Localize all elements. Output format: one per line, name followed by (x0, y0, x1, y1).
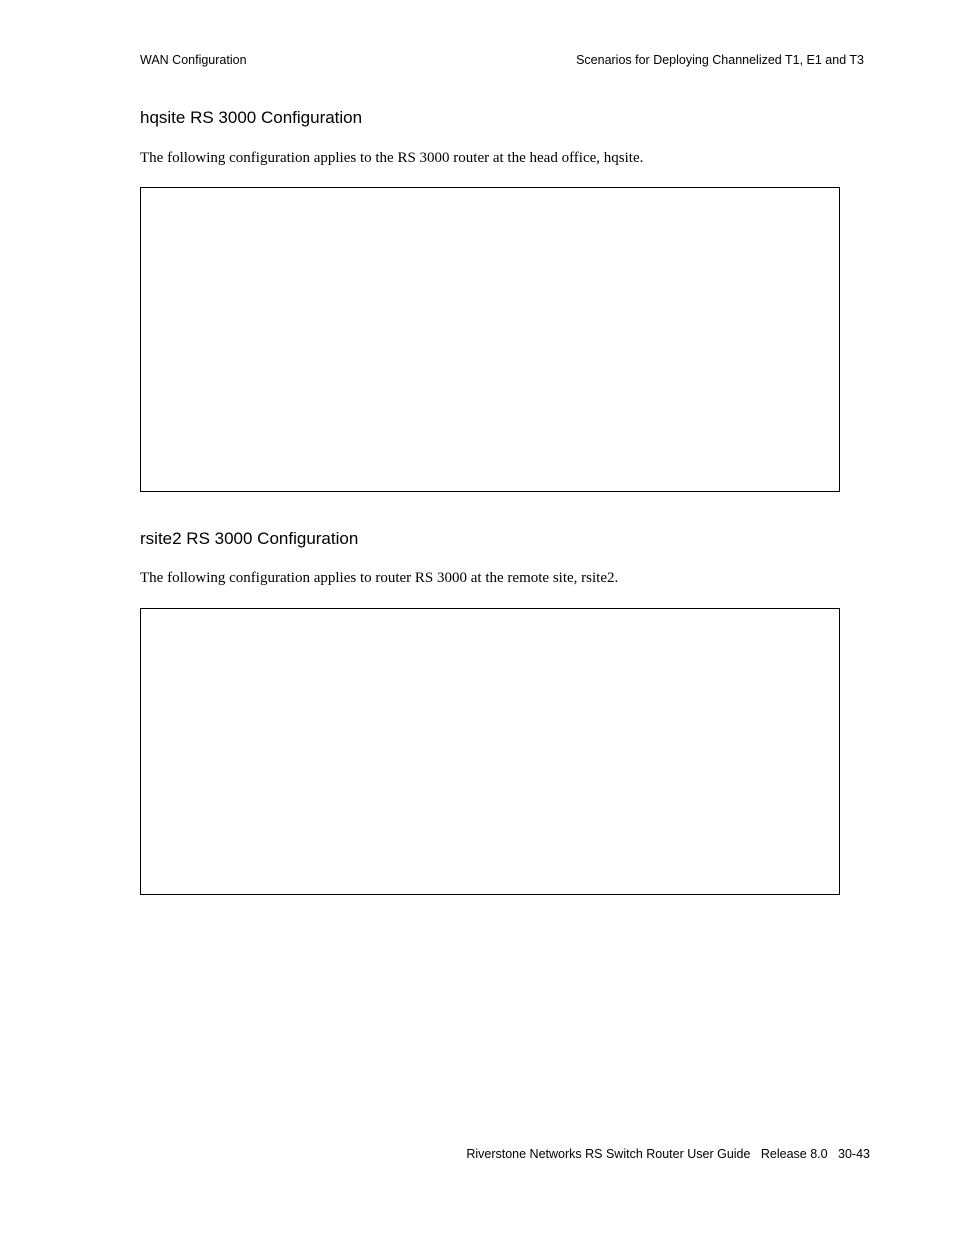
footer-book-title: Riverstone Networks RS Switch Router User Guide (466, 1147, 751, 1161)
section-intro-hqsite: The following configuration applies to the RS 3000 router at the head office, hqsite. (140, 150, 644, 166)
footer-release: Release 8.0 (760, 1147, 828, 1161)
section-heading-rsite2: rsite2 RS 3000 Configuration (140, 529, 359, 548)
config-box-rsite2 (140, 608, 840, 895)
section-intro-rsite2: The following configuration applies to router RS 3000 at the remote site, rsite2. (140, 570, 619, 586)
running-header-chapter: WAN Configuration (140, 53, 247, 67)
page-footer (466, 1146, 870, 1162)
section-heading-hqsite: hqsite RS 3000 Configuration (140, 108, 363, 127)
footer-page-number: 30-43 (838, 1147, 870, 1161)
running-header-section: Scenarios for Deploying Channelized T1, E1 and T3 (576, 53, 864, 67)
config-box-hqsite (140, 187, 840, 492)
